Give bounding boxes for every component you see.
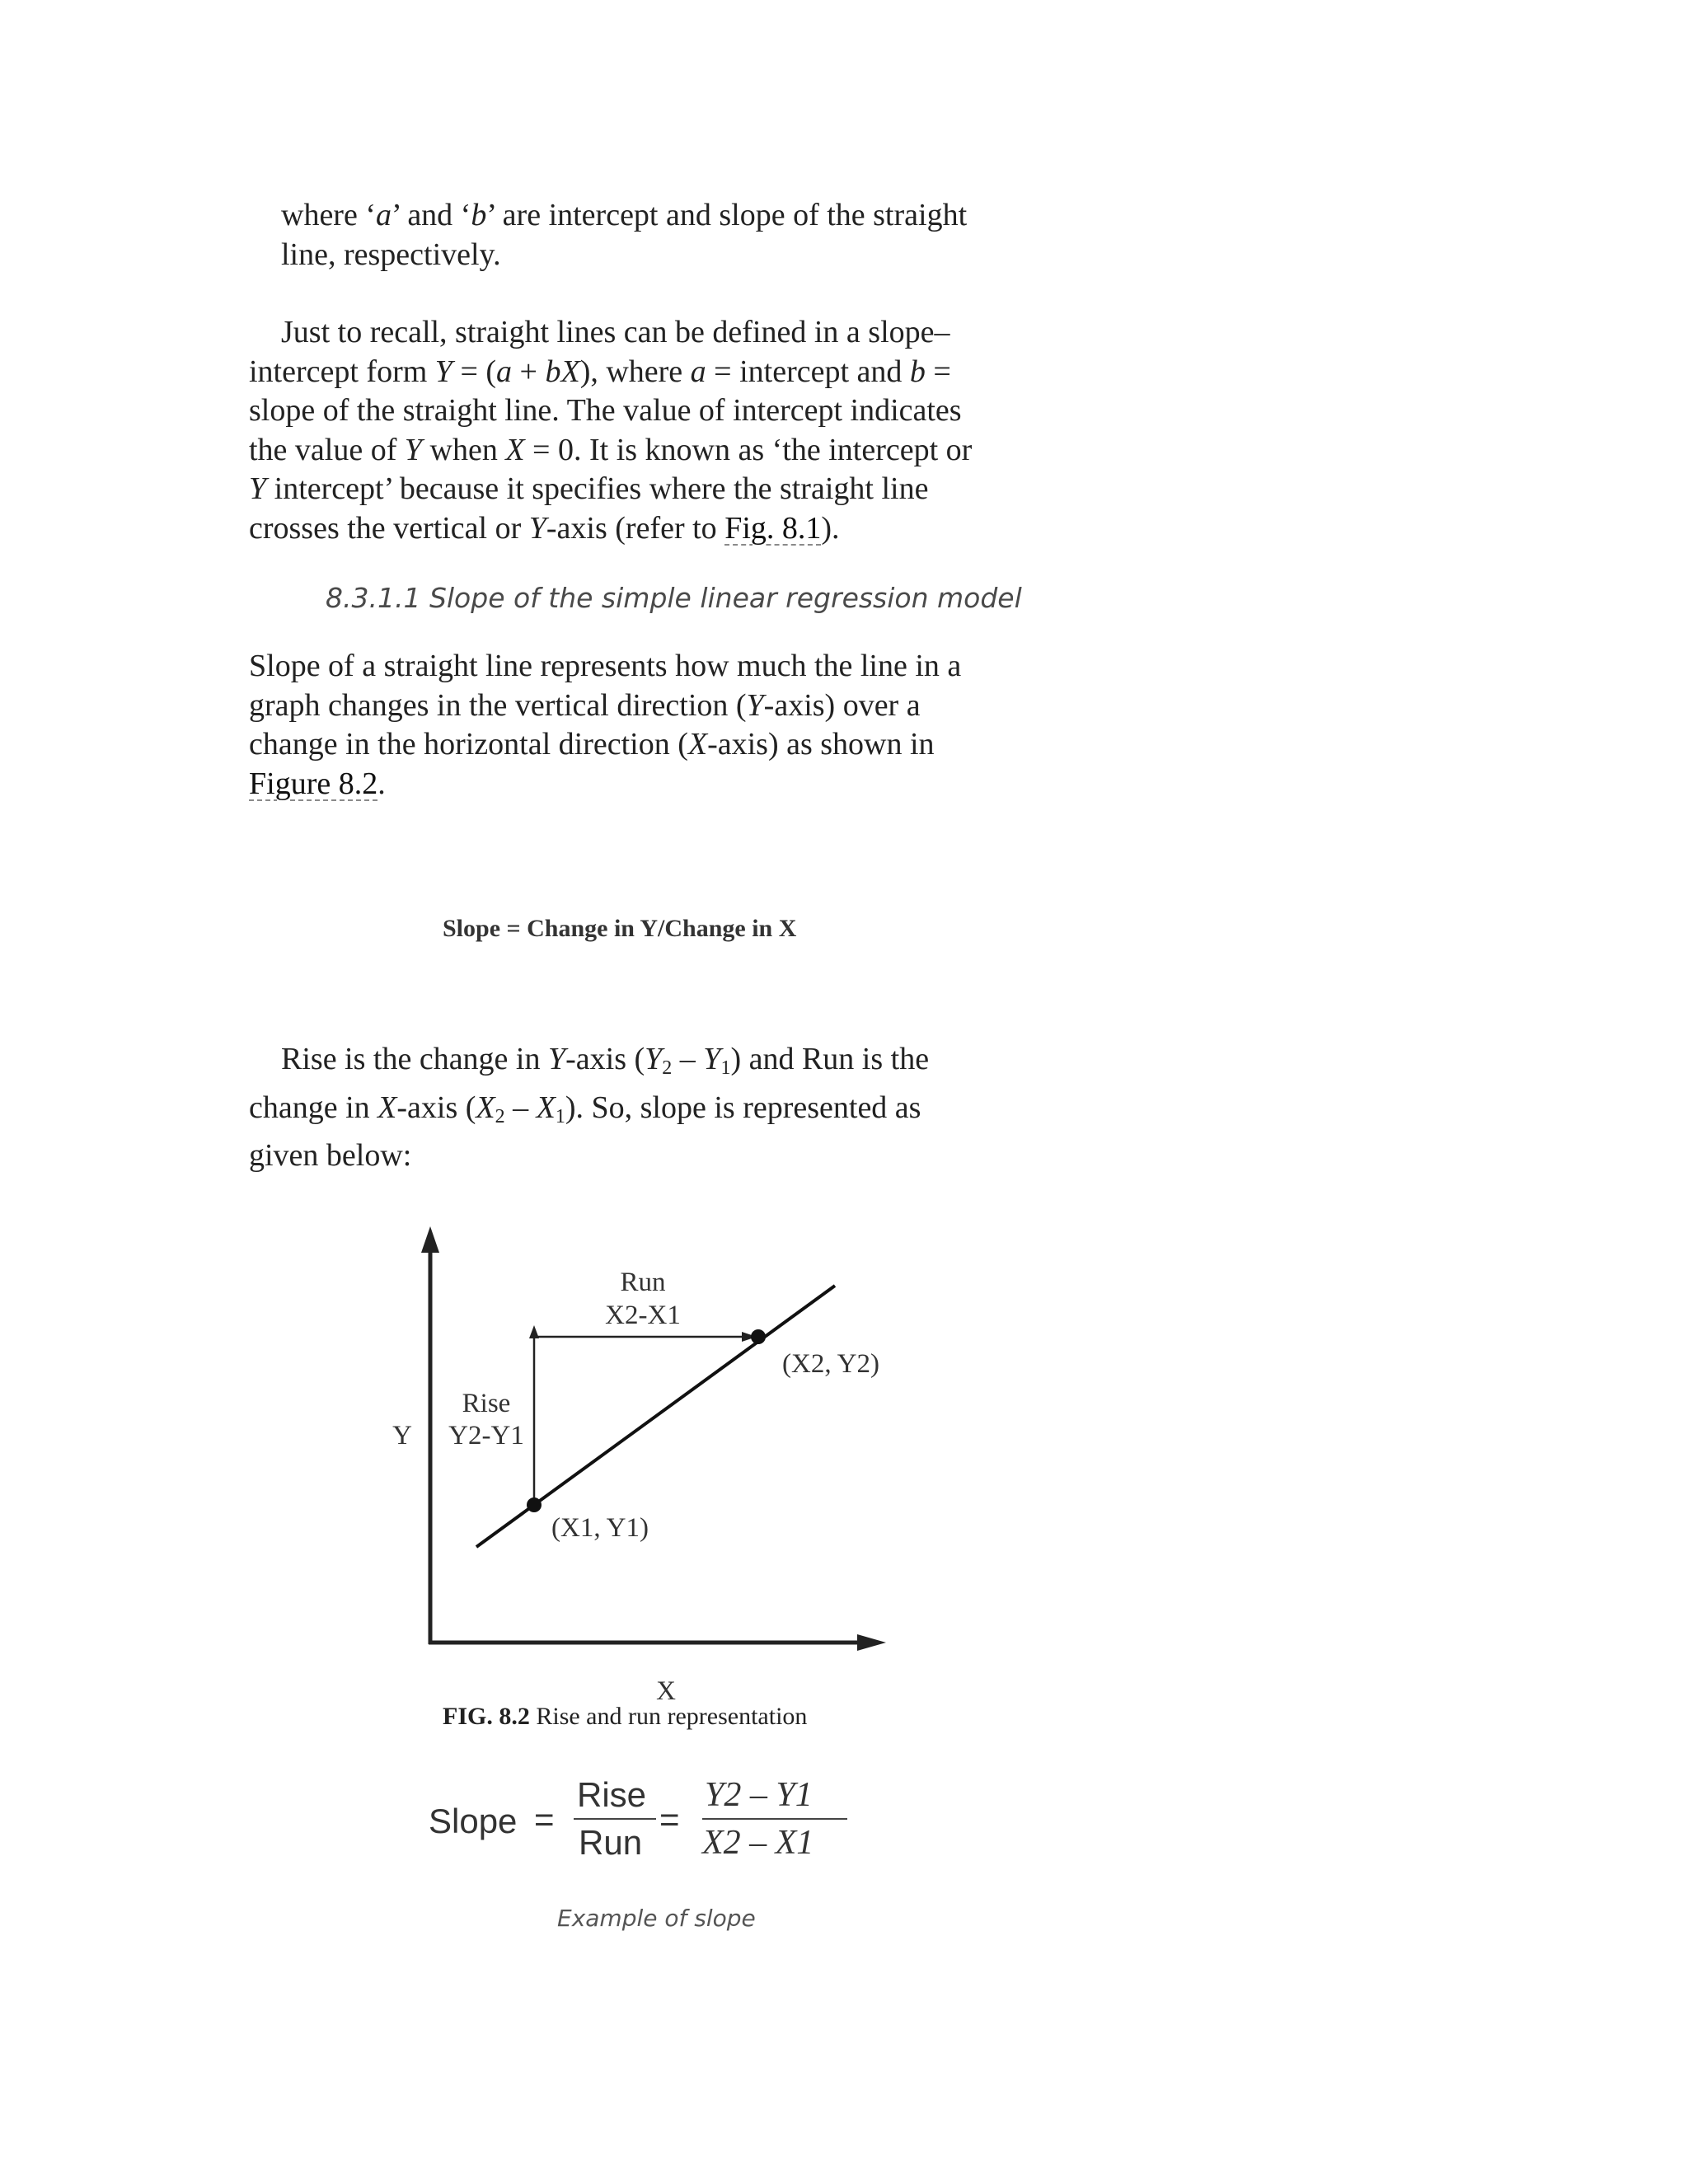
point2-label: (X2, Y2) — [782, 1349, 879, 1379]
equation-denominator: X2 – X1 — [702, 1824, 814, 1862]
example-caption: Example of slope — [557, 1905, 756, 1932]
text-line: line, respectively. — [281, 237, 501, 272]
text-line: the value of Y when X = 0. It is known as ‘the intercept or — [249, 432, 973, 467]
point-x2-y2 — [751, 1329, 766, 1344]
fraction-bar-1 — [574, 1818, 656, 1820]
y-axis-arrow — [421, 1226, 439, 1253]
section-subheading: 8.3.1.1 Slope of the simple linear regression model — [326, 582, 1022, 614]
equation-rise: Rise — [577, 1775, 647, 1814]
figure-caption: FIG. 8.2 Rise and run representation — [443, 1703, 808, 1730]
rise-label: Rise — [462, 1389, 511, 1418]
figure-8-2-link[interactable]: Figure 8.2 — [249, 766, 378, 801]
text-line: Figure 8.2. — [249, 766, 386, 801]
text-line: Y intercept’ because it specifies where the straight line — [249, 471, 929, 506]
fraction-bar-2 — [702, 1818, 847, 1820]
run-expression: X2-X1 — [605, 1301, 681, 1330]
text-line: Slope of a straight line represents how much the line in a — [249, 649, 962, 683]
slope-formula: Slope = Change in Y/Change in X — [443, 915, 797, 942]
y-axis-label: Y — [392, 1421, 412, 1451]
text-line: slope of the straight line. The value of intercept indicates — [249, 393, 962, 428]
text-line: intercept form Y = (a + bX), where a = intercept and b = — [249, 354, 951, 389]
equation-equals-2: = — [659, 1800, 680, 1839]
run-label: Run — [620, 1268, 666, 1297]
text-line: Rise is the change in Y-axis $(Y_2 - Y_1)$ and Run is the — [281, 1042, 930, 1079]
text-line: given below: — [249, 1138, 412, 1173]
text-line: Just to recall, straight lines can be defined in a slope– — [281, 315, 950, 349]
rise-expression: Y2-Y1 — [448, 1421, 524, 1451]
equation-run: Run — [579, 1823, 643, 1862]
text-line: where ‘a’ and ‘b’ are intercept and slope of the straight — [281, 198, 968, 232]
point1-label: (X1, Y1) — [551, 1513, 649, 1543]
x-axis-arrow — [857, 1634, 886, 1651]
text-line: change in the horizontal direction (X-axis) as shown in — [249, 727, 935, 762]
slope-equation — [429, 1764, 857, 1879]
text-line: change in X-axis $(X_2 - X_1)$. So, slope is represented as — [249, 1090, 921, 1127]
text-line: crosses the vertical or Y-axis (refer to Fig. 8.1). — [249, 510, 840, 546]
x-axis-label: X — [656, 1676, 676, 1706]
text-line: graph changes in the vertical direction (Y-axis) over a — [249, 687, 921, 723]
equation-numerator: Y2 – Y1 — [705, 1776, 813, 1814]
equation-equals-1: = — [534, 1800, 555, 1839]
point-x1-y1 — [527, 1497, 542, 1512]
equation-lhs: Slope — [429, 1802, 518, 1840]
fig-8-1-link[interactable]: Fig. 8.1 — [724, 510, 822, 546]
